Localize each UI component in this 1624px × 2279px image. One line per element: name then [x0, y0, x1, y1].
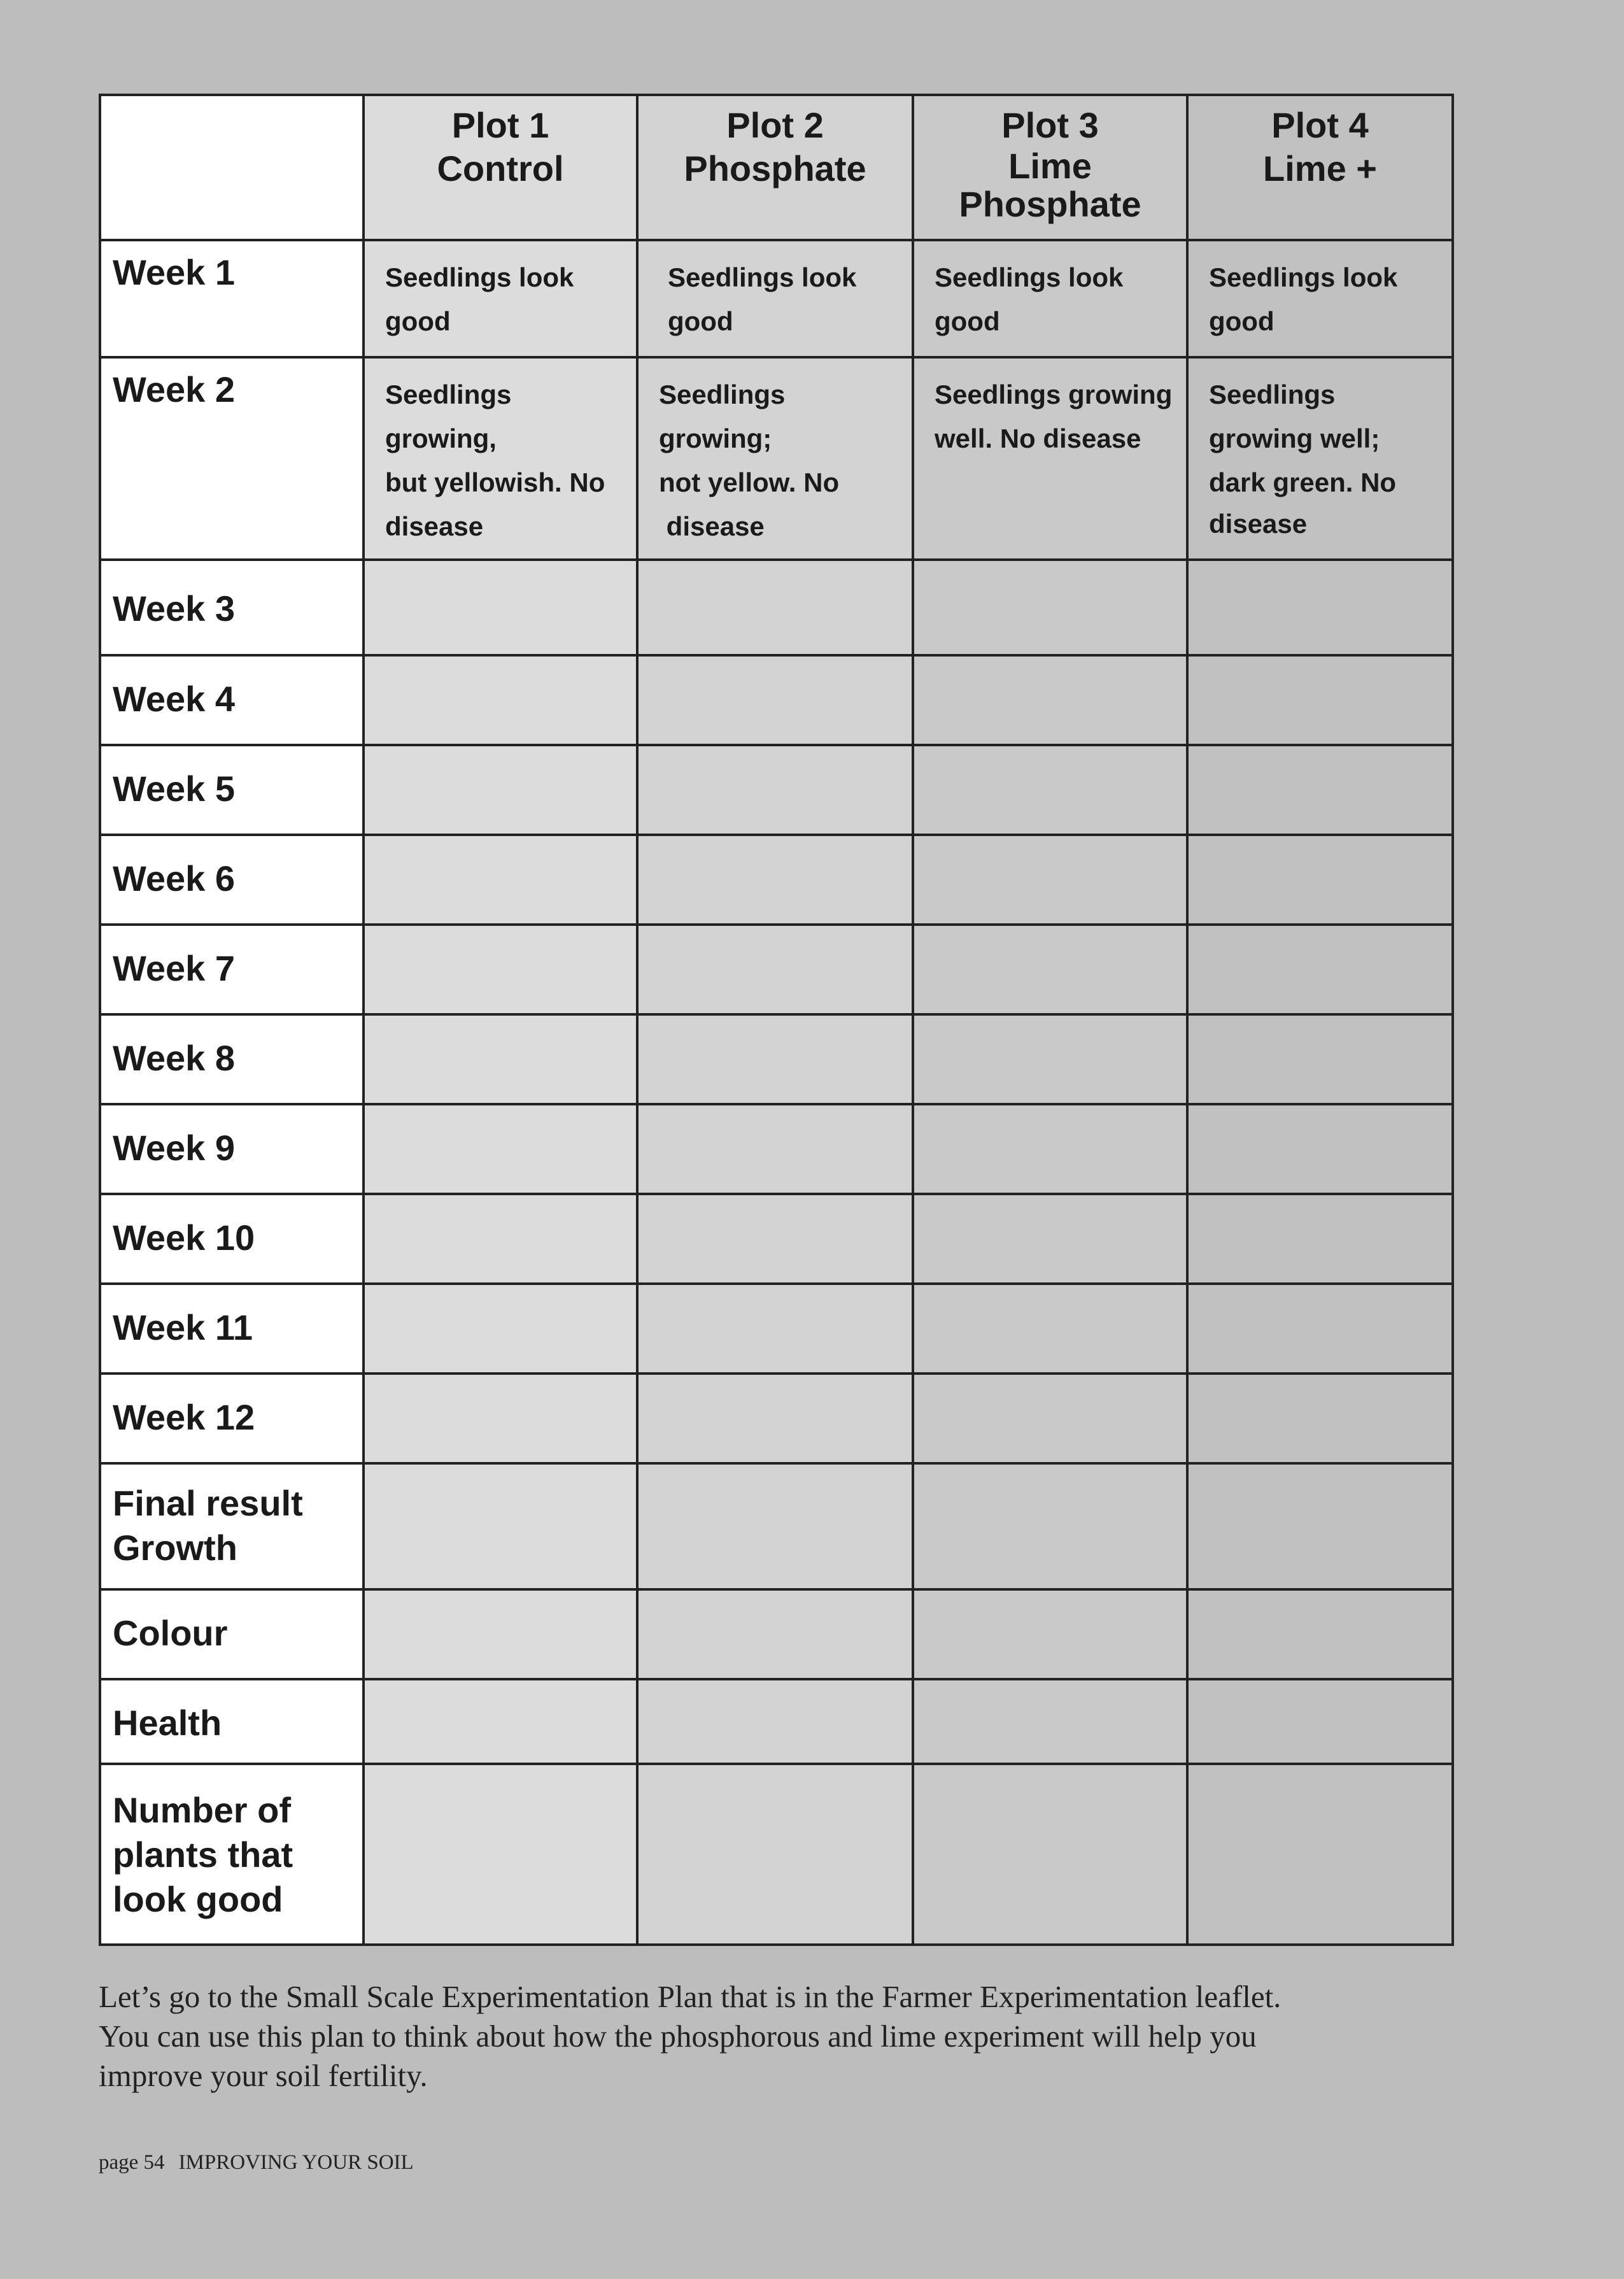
table-row — [100, 1589, 1453, 1679]
paragraph-line: You can use this plan to think about how the phosphorous and lime experiment will help you — [99, 2019, 1257, 2054]
empty-cell — [913, 1104, 1187, 1194]
row-label-number-of-plants: Number of plants that look good — [100, 1764, 364, 1945]
empty-cell — [1187, 1589, 1453, 1679]
empty-cell — [637, 560, 913, 655]
table-row — [100, 357, 1453, 560]
header-line: Phosphate — [684, 148, 866, 188]
empty-cell — [1187, 925, 1453, 1014]
empty-cell — [637, 1679, 913, 1764]
empty-cell — [1187, 835, 1453, 925]
empty-cell — [364, 745, 637, 835]
empty-cell — [637, 1104, 913, 1194]
empty-cell — [364, 835, 637, 925]
section-title: IMPROVING YOUR SOIL — [178, 2151, 414, 2174]
empty-cell — [913, 1463, 1187, 1589]
observation-cell: Seedlings growing; not yellow. No disease — [637, 357, 913, 560]
table-row — [100, 1463, 1453, 1589]
empty-cell — [1187, 560, 1453, 655]
empty-cell — [913, 560, 1187, 655]
row-label-week-3: Week 3 — [100, 560, 364, 655]
empty-cell — [637, 835, 913, 925]
empty-cell — [364, 1194, 637, 1284]
empty-cell — [913, 835, 1187, 925]
empty-cell — [364, 1463, 637, 1589]
row-label-health: Health — [100, 1679, 364, 1764]
observation-cell: Seedlings growing well. No disease — [913, 357, 1187, 560]
header-line: Lime + — [1263, 148, 1377, 188]
observation-cell: Seedlings growing, but yellowish. No disease — [364, 357, 637, 560]
table-row — [100, 835, 1453, 925]
row-label-week-12: Week 12 — [100, 1374, 364, 1463]
empty-cell — [913, 1284, 1187, 1374]
header-line: Control — [437, 148, 564, 188]
row-label-week-10: Week 10 — [100, 1194, 364, 1284]
empty-cell — [637, 655, 913, 745]
empty-cell — [364, 1104, 637, 1194]
empty-cell — [913, 1764, 1187, 1945]
header-line: Phosphate — [959, 184, 1141, 224]
header-line: Plot 3 — [1001, 105, 1099, 145]
empty-cell — [1187, 1463, 1453, 1589]
header-plot-1 — [364, 95, 637, 240]
row-label-week-1: Week 1 — [100, 240, 364, 357]
empty-cell — [1187, 1764, 1453, 1945]
empty-cell — [913, 745, 1187, 835]
table-header-row — [100, 95, 1453, 240]
observation-cell: Seedlings look good — [1187, 240, 1453, 357]
row-label-week-9: Week 9 — [100, 1104, 364, 1194]
row-label-final-result: Final result Growth — [100, 1463, 364, 1589]
empty-cell — [364, 1014, 637, 1104]
observation-cell: Seedlings look good — [364, 240, 637, 357]
table-row — [100, 1014, 1453, 1104]
empty-cell — [1187, 745, 1453, 835]
empty-cell — [364, 1374, 637, 1463]
header-plot-3 — [913, 95, 1187, 240]
empty-cell — [637, 1374, 913, 1463]
empty-cell — [637, 1284, 913, 1374]
row-label-week-8: Week 8 — [100, 1014, 364, 1104]
row-label-week-4: Week 4 — [100, 655, 364, 745]
empty-cell — [637, 1764, 913, 1945]
table-row — [100, 925, 1453, 1014]
empty-cell — [913, 1194, 1187, 1284]
page-footer — [99, 2151, 414, 2175]
header-line: Plot 2 — [726, 105, 824, 145]
plot-record-table — [99, 94, 1454, 1946]
row-label-week-7: Week 7 — [100, 925, 364, 1014]
empty-cell — [1187, 655, 1453, 745]
table-row — [100, 1104, 1453, 1194]
row-label-week-11: Week 11 — [100, 1284, 364, 1374]
table-row — [100, 240, 1453, 357]
empty-cell — [913, 1374, 1187, 1463]
empty-cell — [637, 1589, 913, 1679]
header-line: Plot 1 — [451, 105, 549, 145]
empty-cell — [913, 1679, 1187, 1764]
empty-cell — [913, 925, 1187, 1014]
table-row — [100, 560, 1453, 655]
observation-cell: Seedlings growing well; dark green. No disease — [1187, 357, 1453, 560]
observation-cell: Seedlings look good — [913, 240, 1187, 357]
empty-cell — [1187, 1104, 1453, 1194]
table-row — [100, 1764, 1453, 1945]
table-row — [100, 1679, 1453, 1764]
header-plot-2 — [637, 95, 913, 240]
empty-cell — [637, 1014, 913, 1104]
empty-cell — [1187, 1194, 1453, 1284]
empty-cell — [364, 1589, 637, 1679]
intro-paragraph — [99, 1977, 1537, 2096]
paragraph-line: improve your soil fertility. — [99, 2058, 428, 2093]
table-row — [100, 655, 1453, 745]
empty-cell — [913, 1589, 1187, 1679]
table-row — [100, 1194, 1453, 1284]
empty-cell — [637, 745, 913, 835]
header-line: Lime — [1008, 146, 1092, 186]
row-label-week-2: Week 2 — [100, 357, 364, 560]
empty-cell — [364, 655, 637, 745]
empty-cell — [364, 1284, 637, 1374]
header-plot-4 — [1187, 95, 1453, 240]
paragraph-line: Let’s go to the Small Scale Experimentation Plan that is in the Farmer Experimentation leaflet. — [99, 1979, 1282, 2014]
empty-cell — [1187, 1374, 1453, 1463]
empty-cell — [364, 1764, 637, 1945]
empty-cell — [364, 560, 637, 655]
header-line: Plot 4 — [1271, 105, 1369, 145]
empty-cell — [913, 655, 1187, 745]
empty-cell — [364, 925, 637, 1014]
empty-cell — [1187, 1014, 1453, 1104]
observation-cell: Seedlings look good — [637, 240, 913, 357]
row-label-week-6: Week 6 — [100, 835, 364, 925]
table-row — [100, 1374, 1453, 1463]
empty-cell — [1187, 1284, 1453, 1374]
page-number: page 54 — [99, 2151, 165, 2174]
empty-cell — [1187, 1679, 1453, 1764]
empty-cell — [637, 925, 913, 1014]
table-row — [100, 1284, 1453, 1374]
table-row — [100, 745, 1453, 835]
empty-cell — [637, 1194, 913, 1284]
row-label-week-5: Week 5 — [100, 745, 364, 835]
empty-cell — [913, 1014, 1187, 1104]
empty-cell — [364, 1679, 637, 1764]
row-label-colour: Colour — [100, 1589, 364, 1679]
header-corner-cell — [100, 95, 364, 240]
empty-cell — [637, 1463, 913, 1589]
